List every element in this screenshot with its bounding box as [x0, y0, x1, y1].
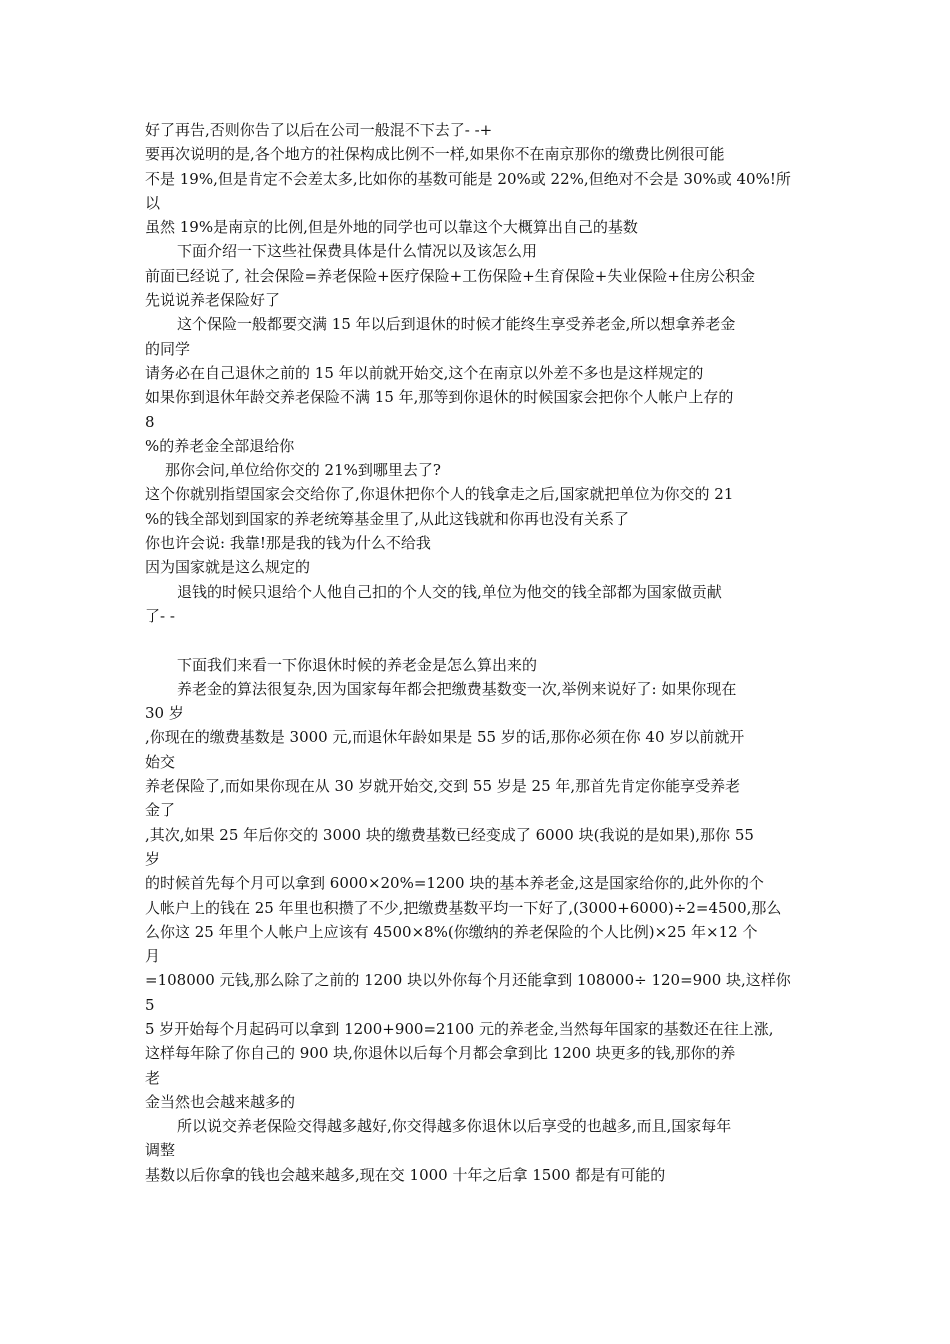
text-line: 这个保险一般都要交满 15 年以后到退休的时候才能终生享受养老金,所以想拿养老金	[177, 315, 736, 334]
text-line: 下面介绍一下这些社保费具体是什么情况以及该怎么用	[177, 242, 538, 261]
text-line: 5 岁开始每个月起码可以拿到 1200+900=2100 元的养老金,当然每年国家的基数还在往上涨,	[145, 1019, 774, 1038]
text-line: 因为国家就是这么规定的	[145, 558, 311, 577]
text-line: ,其次,如果 25 年后你交的 3000 块的缴费基数已经变成了 6000 块(我说的是如果),那你 55	[145, 825, 754, 844]
text-line: 所以说交养老保险交得越多越好,你交得越多你退休以后享受的也越多,而且,国家每年	[177, 1117, 732, 1136]
text-line: 么你这 25 年里个人帐户上应该有 4500×8%(你缴纳的养老保险的个人比例)×25 年×12 个	[145, 922, 758, 941]
text-line: %的钱全部划到国家的养老统筹基金里了,从此这钱就和你再也没有关系了	[145, 509, 630, 528]
text-line: 5	[145, 995, 155, 1014]
text-line: 人帐户上的钱在 25 年里也积攒了不少,把缴费基数平均一下好了,(3000+6000)÷2=4500,那么	[145, 898, 782, 917]
text-line: 不是 19%,但是肯定不会差太多,比如你的基数可能是 20%或 22%,但绝对不会是 30%或 40%!所	[145, 169, 791, 188]
text-line: 养老金的算法很复杂,因为国家每年都会把缴费基数变一次,举例来说好了: 如果你现在	[177, 679, 737, 698]
text-line: 前面已经说了, 社会保险=养老保险+医疗保险+工伤保险+生育保险+失业保险+住房公积金	[145, 266, 755, 285]
text-line: 金当然也会越来越多的	[145, 1092, 296, 1111]
text-line: 老	[145, 1068, 161, 1087]
text-line: 这样每年除了你自己的 900 块,你退休以后每个月都会拿到比 1200 块更多的钱,那你的养	[145, 1044, 736, 1063]
text-line: 下面我们来看一下你退休时候的养老金是怎么算出来的	[177, 655, 538, 674]
text-line: 养老保险了,而如果你现在从 30 岁就开始交,交到 55 岁是 25 年,那首先肯定你能享受养老	[145, 777, 741, 796]
text-line: 这个你就别指望国家会交给你了,你退休把你个人的钱拿走之后,国家就把单位为你交的 21	[145, 485, 734, 504]
text-line: 虽然 19%是南京的比例,但是外地的同学也可以靠这个大概算出自己的基数	[145, 218, 638, 237]
text-line: 你也许会说: 我靠!那是我的钱为什么不给我	[145, 534, 431, 553]
document-body	[145, 118, 810, 1187]
text-line: 岁	[145, 849, 161, 868]
text-line: ,你现在的缴费基数是 3000 元,而退休年龄如果是 55 岁的话,那你必须在你 40 岁以前就开	[145, 728, 745, 747]
text-line: 的同学	[145, 339, 191, 358]
text-line: 请务必在自己退休之前的 15 年以前就开始交,这个在南京以外差不多也是这样规定的	[145, 363, 704, 382]
text-line: %的养老金全部退给你	[145, 436, 295, 455]
text-line: =108000 元钱,那么除了之前的 1200 块以外你每个月还能拿到 108000÷ 120=900 块,这样你	[145, 971, 791, 990]
text-line: 基数以后你拿的钱也会越来越多,现在交 1000 十年之后拿 1500 都是有可能的	[145, 1165, 666, 1184]
text-line: 以	[145, 193, 161, 212]
text-line: 先说说养老保险好了	[145, 291, 281, 310]
text-line: 如果你到退休年龄交养老保险不满 15 年,那等到你退休的时候国家会把你个人帐户上存的	[145, 388, 734, 407]
text-line: 那你会问,单位给你交的 21%到哪里去了?	[165, 461, 441, 480]
text-line: 月	[145, 947, 161, 966]
text-line: 要再次说明的是,各个地方的社保构成比例不一样,如果你不在南京那你的缴费比例很可能	[145, 145, 725, 164]
text-line: 30 岁	[145, 704, 184, 723]
text-line: 金了	[145, 801, 176, 820]
text-line: 调整	[145, 1141, 176, 1160]
text-line: 始交	[145, 752, 176, 771]
text-line: 的时候首先每个月可以拿到 6000×20%=1200 块的基本养老金,这是国家给你的,此外你的个	[145, 874, 764, 893]
blank-line	[145, 628, 810, 652]
text-line: 8	[145, 412, 155, 431]
text-line: 了- -	[145, 606, 175, 625]
text-line: 退钱的时候只退给个人他自己扣的个人交的钱,单位为他交的钱全部都为国家做贡献	[177, 582, 722, 601]
text-line: 好了再告,否则你告了以后在公司一般混不下去了- -+	[145, 121, 493, 139]
